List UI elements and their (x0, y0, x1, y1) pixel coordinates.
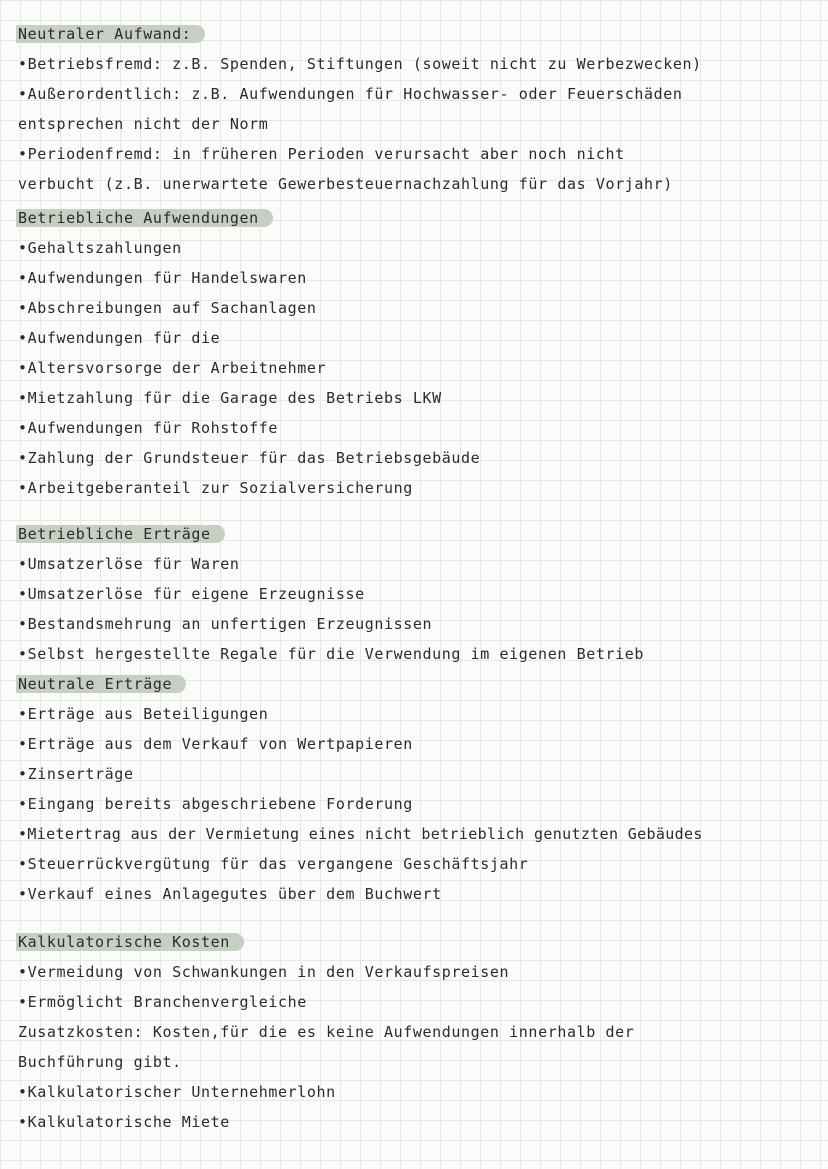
list-item: •Verkauf eines Anlagegutes über dem Buchwert (18, 885, 442, 903)
list-item: •Erträge aus dem Verkauf von Wertpapieren (18, 735, 413, 753)
list-item: •Arbeitgeberanteil zur Sozialversicherung (18, 479, 413, 497)
heading-neutrale-ertraege-text: Neutrale Erträge (16, 675, 186, 693)
list-item: •Zahlung der Grundsteuer für das Betriebsgebäude (18, 449, 481, 467)
note-line (18, 114, 268, 134)
note-line (18, 84, 683, 104)
note-line (18, 54, 702, 74)
heading-neutrale-ertraege (18, 674, 186, 694)
list-item: •Eingang bereits abgeschriebene Forderung (18, 795, 413, 813)
note-line (18, 144, 625, 164)
heading-betriebliche-aufwendungen (18, 208, 273, 228)
list-item: •Aufwendungen für die (18, 329, 221, 347)
list-item: •Kalkulatorische Miete (18, 1113, 230, 1131)
term-ausserordentlich: •Außerordentlich: (18, 85, 182, 103)
list-item: •Aufwendungen für Handelswaren (18, 269, 307, 287)
list-item: •Mietertrag aus der Vermietung eines nicht betrieblich genutzten Gebäudes (18, 825, 703, 843)
list-item: •Umsatzerlöse für Waren (18, 555, 240, 573)
list-item: •Altersvorsorge der Arbeitnehmer (18, 359, 327, 377)
note-line (18, 1052, 182, 1072)
heading-neutraler-aufwand-text: Neutraler Aufwand: (16, 25, 205, 43)
note-text: entsprechen nicht der Norm (18, 115, 269, 133)
note-text: z.B. Spenden, Stiftungen (soweit nicht zu Werbezwecken) (162, 55, 702, 73)
term-periodenfremd: •Periodenfremd: (18, 145, 163, 163)
list-item: •Steuerrückvergütung für das vergangene Geschäftsjahr (18, 855, 529, 873)
list-item: •Kalkulatorischer Unternehmerlohn (18, 1083, 336, 1101)
heading-betriebliche-aufwendungen-text: Betriebliche Aufwendungen (16, 209, 273, 227)
list-item: •Abschreibungen auf Sachanlagen (18, 299, 317, 317)
list-item: •Ermöglicht Branchenvergleiche (18, 993, 307, 1011)
note-text: z.B. Aufwendungen für Hochwasser- oder Feuerschäden (181, 85, 683, 103)
term-zusatzkosten: Zusatzkosten: (18, 1023, 144, 1041)
list-item: •Erträge aus Beteiligungen (18, 705, 269, 723)
list-item: •Vermeidung von Schwankungen in den Verkaufspreisen (18, 963, 510, 981)
heading-betriebliche-ertraege (18, 524, 225, 544)
list-item: •Mietzahlung für die Garage des Betriebs LKW (18, 389, 442, 407)
heading-neutraler-aufwand (18, 24, 205, 44)
heading-kalkulatorische-kosten-text: Kalkulatorische Kosten (16, 933, 244, 951)
term-betriebsfremd: •Betriebsfremd: (18, 55, 163, 73)
note-text: Buchführung gibt. (18, 1053, 182, 1071)
list-item: •Zinserträge (18, 765, 134, 783)
note-line (18, 1022, 634, 1042)
list-item: •Gehaltszahlungen (18, 239, 182, 257)
list-item: •Bestandsmehrung an unfertigen Erzeugnissen (18, 615, 433, 633)
note-text: verbucht (z.B. unerwartete Gewerbesteuernachzahlung für das Vorjahr) (18, 175, 673, 193)
note-text: Kosten,für die es keine Aufwendungen innerhalb der (143, 1023, 635, 1041)
note-text: in früheren Perioden verursacht aber noch nicht (162, 145, 625, 163)
note-line (18, 174, 673, 194)
list-item: •Umsatzerlöse für eigene Erzeugnisse (18, 585, 365, 603)
heading-betriebliche-ertraege-text: Betriebliche Erträge (16, 525, 225, 543)
list-item: •Selbst hergestellte Regale für die Verwendung im eigenen Betrieb (18, 645, 644, 663)
list-item: •Aufwendungen für Rohstoffe (18, 419, 279, 437)
heading-kalkulatorische-kosten (18, 932, 244, 952)
